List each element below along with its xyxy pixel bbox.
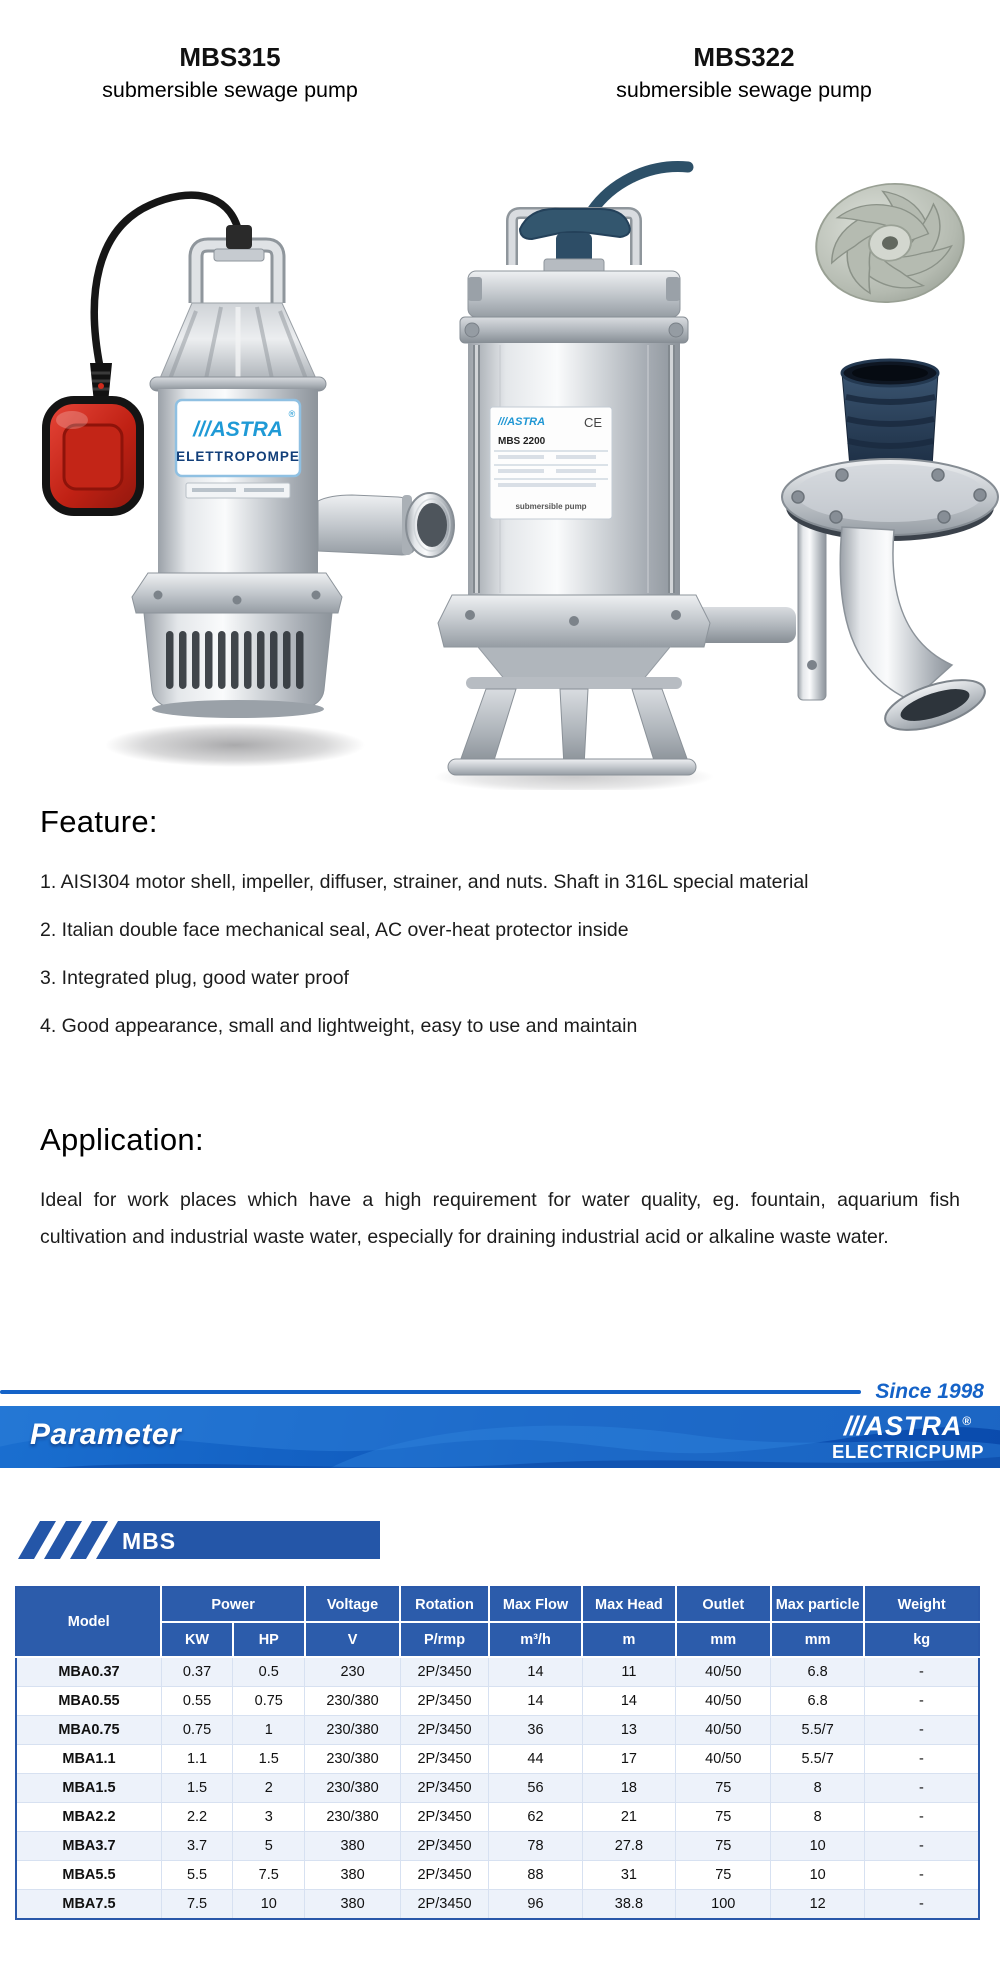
pump-volute bbox=[438, 595, 796, 681]
model-cell: MBA3.7 bbox=[16, 1832, 161, 1861]
value-cell: 21 bbox=[582, 1803, 675, 1832]
unit-m: m bbox=[582, 1622, 675, 1657]
value-cell: 1 bbox=[233, 1716, 305, 1745]
value-cell: 36 bbox=[489, 1716, 582, 1745]
elbow-pipe bbox=[840, 527, 990, 740]
model-cell: MBA0.55 bbox=[16, 1687, 161, 1716]
value-cell: 5.5 bbox=[161, 1861, 232, 1890]
value-cell: 2P/3450 bbox=[400, 1861, 489, 1890]
value-cell: 0.75 bbox=[233, 1687, 305, 1716]
table-row bbox=[16, 1832, 979, 1861]
parameter-banner bbox=[0, 1406, 1000, 1468]
value-cell: 2P/3450 bbox=[400, 1657, 489, 1687]
col-header-voltage: Voltage bbox=[305, 1587, 400, 1622]
table-row bbox=[16, 1861, 979, 1890]
col-header-rotation: Rotation bbox=[400, 1587, 489, 1622]
value-cell: 1.5 bbox=[161, 1774, 232, 1803]
value-cell: 0.37 bbox=[161, 1657, 232, 1687]
value-cell: 17 bbox=[582, 1745, 675, 1774]
value-cell: 100 bbox=[676, 1890, 771, 1920]
value-cell: 0.55 bbox=[161, 1687, 232, 1716]
pump-handle bbox=[196, 225, 278, 303]
feature-section bbox=[40, 804, 960, 1056]
value-cell: 40/50 bbox=[676, 1687, 771, 1716]
motor-top-cone bbox=[150, 303, 326, 391]
value-cell: 12 bbox=[771, 1890, 864, 1920]
product-title-mbs315 bbox=[20, 42, 440, 104]
value-cell: 2 bbox=[233, 1774, 305, 1803]
value-cell: 14 bbox=[489, 1657, 582, 1687]
value-cell: 75 bbox=[676, 1803, 771, 1832]
value-cell: 11 bbox=[582, 1657, 675, 1687]
value-cell: 7.5 bbox=[233, 1861, 305, 1890]
value-cell: 6.8 bbox=[771, 1657, 864, 1687]
logo-name: ASTRA bbox=[864, 1411, 963, 1441]
value-cell: 10 bbox=[771, 1832, 864, 1861]
unit-mm-particle: mm bbox=[771, 1622, 864, 1657]
product-subtitle: submersible sewage pump bbox=[102, 78, 358, 102]
value-cell: 31 bbox=[582, 1861, 675, 1890]
label-footer-text: submersible pump bbox=[515, 502, 587, 511]
value-cell: 3 bbox=[233, 1803, 305, 1832]
impeller-image bbox=[809, 174, 972, 314]
value-cell: 75 bbox=[676, 1861, 771, 1890]
value-cell: 6.8 bbox=[771, 1687, 864, 1716]
value-cell: 380 bbox=[305, 1861, 400, 1890]
value-cell: 13 bbox=[582, 1716, 675, 1745]
spec-table bbox=[15, 1586, 980, 1920]
pumps-illustration bbox=[0, 145, 1000, 790]
value-cell: 96 bbox=[489, 1890, 582, 1920]
since-rule-row bbox=[0, 1380, 984, 1404]
value-cell: 0.5 bbox=[233, 1657, 305, 1687]
label-brand-text: ///ASTRA bbox=[498, 416, 546, 428]
col-header-model: Model bbox=[16, 1587, 161, 1657]
feature-item: 2. Italian double face mechanical seal, AC over-heat protector inside bbox=[40, 919, 629, 941]
model-cell: MBA1.5 bbox=[16, 1774, 161, 1803]
model-cell: MBA2.2 bbox=[16, 1803, 161, 1832]
value-cell: 62 bbox=[489, 1803, 582, 1832]
unit-v: V bbox=[305, 1622, 400, 1657]
value-cell: - bbox=[864, 1803, 979, 1832]
series-ribbon-shape bbox=[18, 1521, 380, 1559]
spec-table-body bbox=[16, 1657, 979, 1919]
table-row bbox=[16, 1716, 979, 1745]
pump-volute bbox=[132, 573, 342, 613]
unit-kg: kg bbox=[864, 1622, 979, 1657]
table-row bbox=[16, 1657, 979, 1687]
value-cell: 380 bbox=[305, 1832, 400, 1861]
value-cell: 2.2 bbox=[161, 1803, 232, 1832]
value-cell: 230/380 bbox=[305, 1687, 400, 1716]
model-cell: MBA1.1 bbox=[16, 1745, 161, 1774]
value-cell: 2P/3450 bbox=[400, 1774, 489, 1803]
brand-logo-subtext: ELECTRICPUMP bbox=[832, 1441, 984, 1462]
series-ribbon bbox=[18, 1521, 380, 1559]
col-header-power: Power bbox=[161, 1587, 304, 1622]
table-row bbox=[16, 1687, 979, 1716]
series-ribbon-label: MBS bbox=[122, 1528, 177, 1554]
feature-item: 1. AISI304 motor shell, impeller, diffuser, strainer, and nuts. Shaft in 316L special material bbox=[40, 871, 809, 893]
value-cell: 2P/3450 bbox=[400, 1890, 489, 1920]
product-model: MBS322 bbox=[693, 42, 795, 72]
value-cell: 2P/3450 bbox=[400, 1716, 489, 1745]
value-cell: 5.5/7 bbox=[771, 1745, 864, 1774]
brand-logo bbox=[832, 1413, 984, 1462]
value-cell: 230/380 bbox=[305, 1745, 400, 1774]
table-row bbox=[16, 1890, 979, 1920]
value-cell: - bbox=[864, 1861, 979, 1890]
value-cell: 75 bbox=[676, 1774, 771, 1803]
value-cell: 40/50 bbox=[676, 1716, 771, 1745]
table-row bbox=[16, 1803, 979, 1832]
label-model-text: MBS 2200 bbox=[498, 436, 546, 447]
value-cell: 27.8 bbox=[582, 1832, 675, 1861]
value-cell: 8 bbox=[771, 1774, 864, 1803]
value-cell: 230 bbox=[305, 1657, 400, 1687]
value-cell: 88 bbox=[489, 1861, 582, 1890]
power-cable bbox=[592, 167, 688, 211]
horizontal-rule bbox=[0, 1390, 861, 1394]
value-cell: 2P/3450 bbox=[400, 1803, 489, 1832]
banner-title: Parameter bbox=[30, 1418, 182, 1451]
value-cell: - bbox=[864, 1832, 979, 1861]
value-cell: 2P/3450 bbox=[400, 1687, 489, 1716]
value-cell: 5 bbox=[233, 1832, 305, 1861]
value-cell: 230/380 bbox=[305, 1803, 400, 1832]
col-header-max-flow: Max Flow bbox=[489, 1587, 582, 1622]
unit-hp: HP bbox=[233, 1622, 305, 1657]
feature-heading: Feature: bbox=[40, 804, 158, 839]
value-cell: 3.7 bbox=[161, 1832, 232, 1861]
model-cell: MBA5.5 bbox=[16, 1861, 161, 1890]
application-section bbox=[40, 1122, 960, 1256]
value-cell: 230/380 bbox=[305, 1774, 400, 1803]
label-reg-mark: ® bbox=[288, 409, 296, 419]
value-cell: - bbox=[864, 1774, 979, 1803]
value-cell: 56 bbox=[489, 1774, 582, 1803]
value-cell: - bbox=[864, 1657, 979, 1687]
registered-mark-icon: ® bbox=[962, 1414, 973, 1428]
col-header-weight: Weight bbox=[864, 1587, 979, 1622]
value-cell: 40/50 bbox=[676, 1657, 771, 1687]
value-cell: 2P/3450 bbox=[400, 1745, 489, 1774]
unit-mm-outlet: mm bbox=[676, 1622, 771, 1657]
nameplate-label bbox=[490, 407, 612, 519]
application-heading: Application: bbox=[40, 1122, 204, 1157]
value-cell: - bbox=[864, 1716, 979, 1745]
value-cell: - bbox=[864, 1745, 979, 1774]
value-cell: 38.8 bbox=[582, 1890, 675, 1920]
unit-m3h: m³/h bbox=[489, 1622, 582, 1657]
discharge-outlet bbox=[318, 493, 454, 557]
discharge-elbow-image bbox=[782, 360, 998, 740]
label-line2: ELETTROPOMPE bbox=[176, 449, 300, 464]
unit-kw: KW bbox=[161, 1622, 232, 1657]
table-row bbox=[16, 1774, 979, 1803]
logo-slashes-icon: /// bbox=[843, 1411, 864, 1441]
value-cell: 40/50 bbox=[676, 1745, 771, 1774]
model-cell: MBA0.37 bbox=[16, 1657, 161, 1687]
feature-item: 3. Integrated plug, good water proof bbox=[40, 967, 349, 989]
value-cell: 14 bbox=[582, 1687, 675, 1716]
value-cell: 1.1 bbox=[161, 1745, 232, 1774]
label-brand-text: ///ASTRA bbox=[193, 418, 283, 441]
pump-shadow bbox=[105, 723, 365, 767]
strainer-base bbox=[144, 613, 332, 718]
stand-legs bbox=[448, 677, 696, 775]
table-row bbox=[16, 1745, 979, 1774]
value-cell: 44 bbox=[489, 1745, 582, 1774]
application-text: Ideal for work places which have a high requirement for water quality, eg. fountain, aquarium fish cultivation and industrial waste water, especially for draining industrial acid or alkaline waste water. bbox=[40, 1189, 960, 1248]
value-cell: 0.75 bbox=[161, 1716, 232, 1745]
pump-mbs315-image bbox=[46, 195, 454, 767]
product-images bbox=[0, 145, 1000, 790]
value-cell: 7.5 bbox=[161, 1890, 232, 1920]
spec-table-header bbox=[16, 1587, 979, 1657]
value-cell: 5.5/7 bbox=[771, 1716, 864, 1745]
value-cell: 1.5 bbox=[233, 1745, 305, 1774]
brand-label bbox=[176, 400, 300, 498]
value-cell: 380 bbox=[305, 1890, 400, 1920]
value-cell: 8 bbox=[771, 1803, 864, 1832]
pump-mbs322-image bbox=[434, 167, 796, 790]
value-cell: 78 bbox=[489, 1832, 582, 1861]
value-cell: 230/380 bbox=[305, 1716, 400, 1745]
col-header-max-particle: Max particle bbox=[771, 1587, 864, 1622]
ce-mark: CE bbox=[584, 415, 603, 430]
model-cell: MBA0.75 bbox=[16, 1716, 161, 1745]
feature-item: 4. Good appearance, small and lightweight, easy to use and maintain bbox=[40, 1015, 638, 1037]
value-cell: 14 bbox=[489, 1687, 582, 1716]
brand-logo-wordmark bbox=[832, 1413, 984, 1440]
value-cell: 75 bbox=[676, 1832, 771, 1861]
col-header-outlet: Outlet bbox=[676, 1587, 771, 1622]
motor-top-cap bbox=[460, 259, 688, 343]
unit-prmp: P/rmp bbox=[400, 1622, 489, 1657]
value-cell: - bbox=[919, 1896, 924, 1912]
model-cell: MBA7.5 bbox=[16, 1890, 161, 1920]
float-switch bbox=[46, 363, 140, 512]
flange bbox=[782, 459, 998, 541]
value-cell: 2P/3450 bbox=[400, 1832, 489, 1861]
value-cell: 18 bbox=[582, 1774, 675, 1803]
value-cell: 10 bbox=[233, 1890, 305, 1920]
col-header-max-head: Max Head bbox=[582, 1587, 675, 1622]
value-cell: 10 bbox=[771, 1861, 864, 1890]
value-cell: - bbox=[864, 1687, 979, 1716]
product-title-mbs322 bbox=[534, 42, 954, 104]
product-subtitle: submersible sewage pump bbox=[616, 78, 872, 102]
product-model: MBS315 bbox=[179, 42, 281, 72]
since-text: Since 1998 bbox=[875, 1380, 984, 1403]
